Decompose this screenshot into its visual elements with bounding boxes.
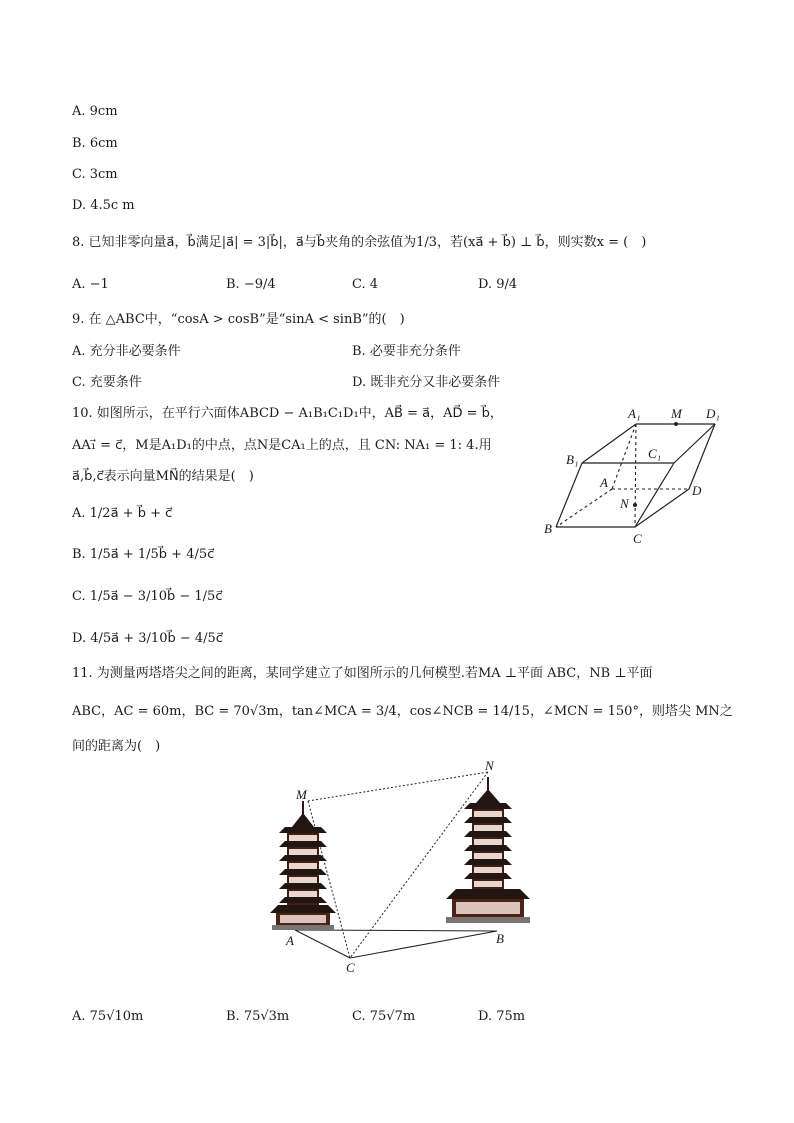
parallelepiped-figure (540, 400, 740, 550)
left-pagoda-illustration (270, 801, 336, 930)
q11-stem-line-1: 11. 为测量两塔塔尖之间的距离，某同学建立了如图所示的几何模型.若MA ⊥平面 ABC，NB ⊥平面 (72, 666, 653, 681)
q10-stem-line-1: 10. 如图所示，在平行六面体ABCD − A₁B₁C₁D₁中，AB⃗ = a⃗，AD⃗ = b⃗， (72, 406, 503, 421)
q11-option-c: C. 75√7m (352, 1009, 416, 1024)
q7-option-d: D. 4.5c m (72, 198, 135, 213)
label-c: C (346, 960, 355, 975)
q11-option-a: A. 75√10m (72, 1009, 144, 1024)
q11-stem-line-2: ABC，AC = 60m，BC = 70√3m，tan∠MCA = 3/4，cos∠NCB = 14/15，∠MCN = 150°，则塔尖 MN之 (72, 704, 733, 719)
q11-stem-line-3: 间的距离为( ) (72, 739, 161, 754)
q10-option-b: B. 1/5a⃗ + 1/5b⃗ + 4/5c⃗ (72, 547, 215, 562)
label-a1: A₁ (628, 406, 641, 421)
q9-stem: 9. 在 △ABC中，“cosA > cosB”是“sinA < sinB”的( ) (72, 312, 405, 327)
label-b: B (496, 931, 504, 946)
q10-option-a: A. 1/2a⃗ + b⃗ + c⃗ (72, 506, 173, 521)
label-d1: D₁ (706, 406, 720, 421)
q7-option-b: B. 6cm (72, 136, 118, 151)
label-m: M (671, 406, 682, 421)
q10-option-c: C. 1/5a⃗ − 3/10b⃗ − 1/5c⃗ (72, 589, 223, 604)
q10-stem-line-3: a⃗,b⃗,c⃗表示向量MN⃗的结果是( ) (72, 469, 254, 484)
q11-option-b: B. 75√3m (226, 1009, 290, 1024)
label-n: N (485, 758, 494, 773)
q10-option-d: D. 4/5a⃗ + 3/10b⃗ − 4/5c⃗ (72, 631, 223, 646)
q9-option-d: D. 既非充分又非必要条件 (352, 375, 501, 390)
q7-option-a: A. 9cm (72, 104, 118, 119)
q9-option-c: C. 充要条件 (72, 375, 142, 390)
label-a: A (286, 933, 294, 948)
label-c: C (633, 531, 642, 546)
tower-figure (260, 755, 540, 980)
q9-option-a: A. 充分非必要条件 (72, 344, 181, 359)
q8-option-a: A. −1 (72, 277, 109, 292)
label-b: B (544, 521, 552, 536)
q8-option-b: B. −9/4 (226, 277, 276, 292)
right-pagoda-illustration (446, 777, 530, 923)
q8-option-c: C. 4 (352, 277, 379, 292)
q9-option-b: B. 必要非充分条件 (352, 344, 461, 359)
label-d: D (692, 483, 702, 498)
q10-stem-line-2: AA₁⃗ = c⃗，M是A₁D₁的中点，点N是CA₁上的点，且 CN: NA₁ = 1: 4.用 (72, 438, 492, 453)
q8-stem: 8. 已知非零向量a⃗，b⃗满足|a⃗| = 3|b⃗|，a⃗与b⃗夹角的余弦值为1/3，若(xa⃗ + b⃗) ⊥ b⃗，则实数x = ( ) (72, 235, 647, 250)
label-n: N (620, 496, 629, 511)
q8-option-d: D. 9/4 (478, 277, 518, 292)
label-c1: C₁ (648, 446, 662, 461)
label-m: M (296, 787, 307, 802)
q7-option-c: C. 3cm (72, 167, 118, 182)
label-a: A (600, 475, 608, 490)
label-b1: B₁ (566, 452, 579, 467)
q11-option-d: D. 75m (478, 1009, 526, 1024)
